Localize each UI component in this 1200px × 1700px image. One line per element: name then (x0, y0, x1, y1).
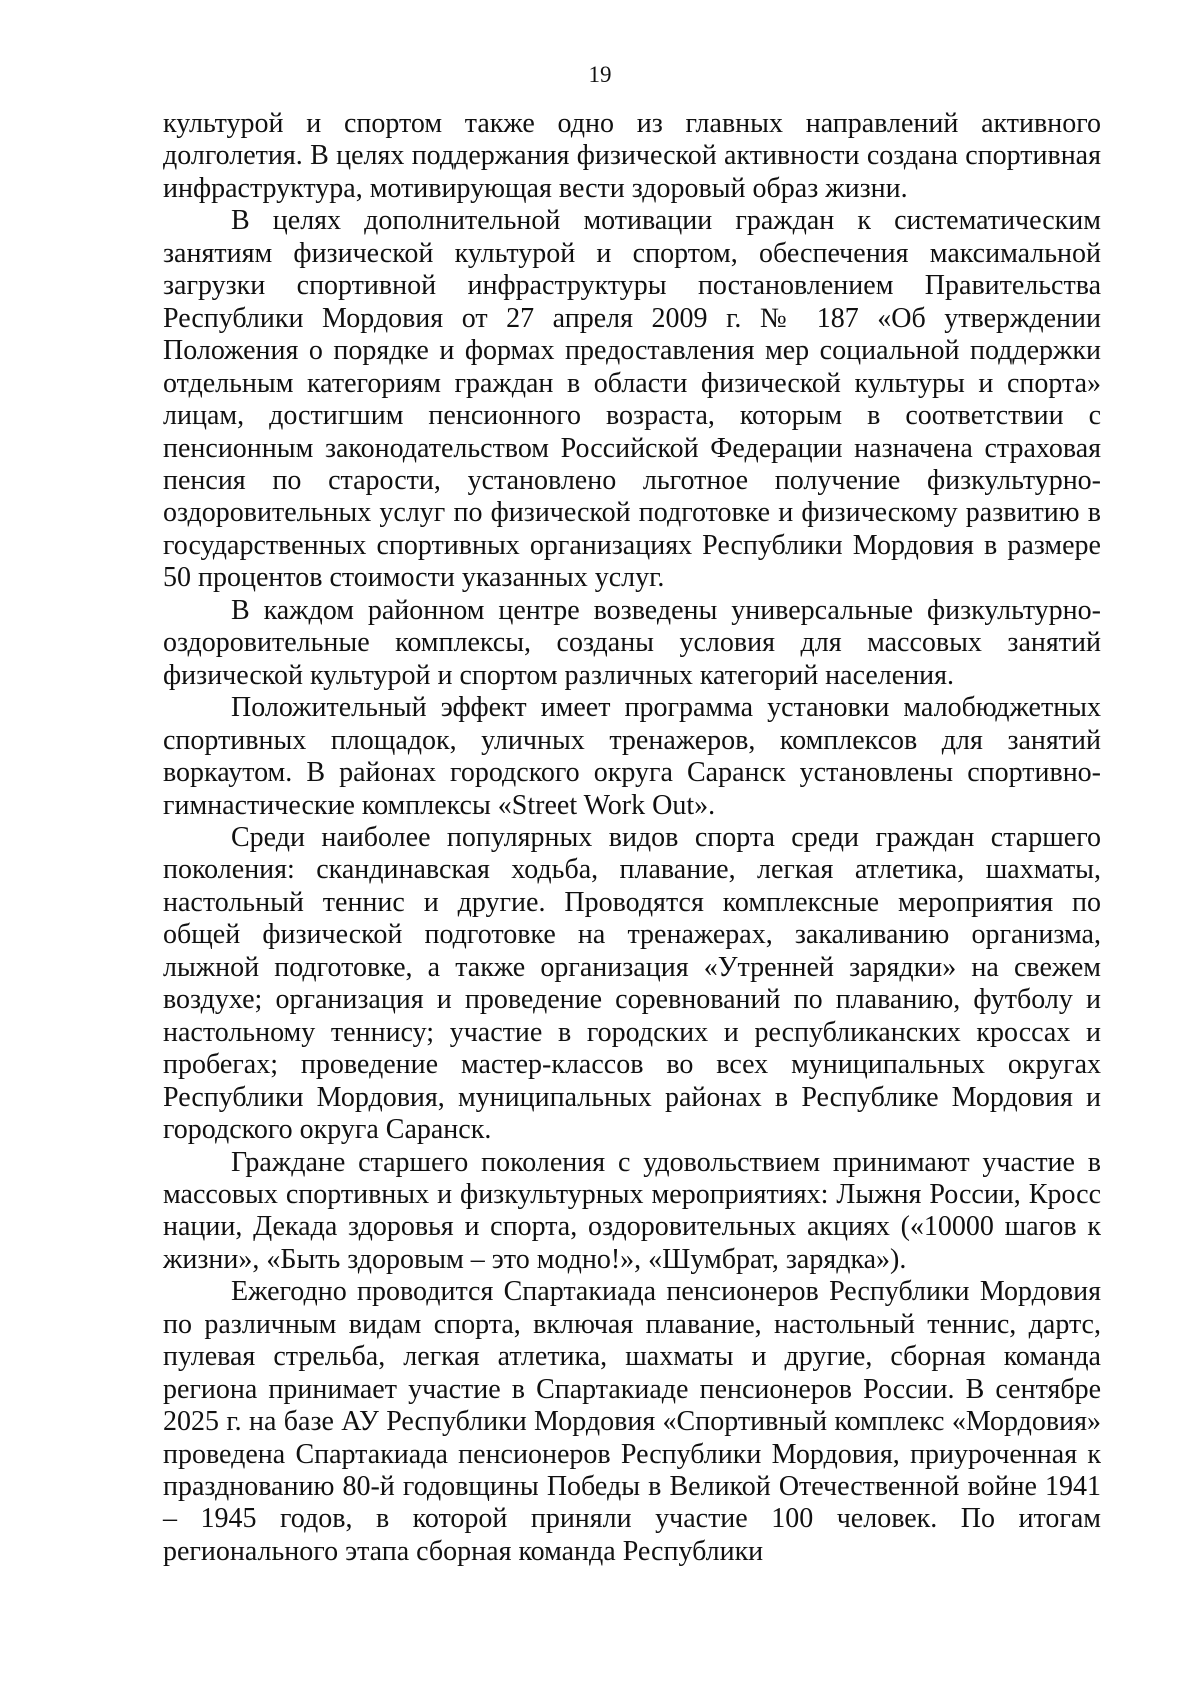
paragraph-continuation: культурой и спортом также одно из главных направлений активного долголетия. В целях поддержания физической активности создана спортивная инфраструктура, мотивирующая вести здоровый образ жизни. (163, 108, 1101, 204)
paragraph-district-complexes: В каждом районном центре возведены универсальные физкультурно-оздоровительные комплексы, созданы условия для массовых занятий физической культурой и спортом различных категорий населения. (163, 594, 1101, 691)
paragraph-mass-events: Граждане старшего поколения с удовольствием принимают участие в массовых спортивных и физкультурных мероприятиях: Лыжня России, Кросс нации, Декада здоровья и спорта, оздоровительных акциях («10000 шагов к жизни», «Быть здоровым – это модно!», «Шумбрат, зарядка»). (163, 1146, 1101, 1275)
page-number: 19 (588, 62, 612, 87)
document-body (163, 108, 1101, 1568)
paragraph-outdoor-equipment: Положительный эффект имеет программа установки малобюджетных спортивных площадок, уличных тренажеров, комплексов для занятий воркаутом. В районах городского округа Саранск установлены спортивно-гимнастические комплексы «Street Work Out». (163, 692, 1101, 821)
paragraph-motivation-measures: В целях дополнительной мотивации граждан к систематическим занятиям физической культурой и спортом, обеспечения максимальной загрузки спортивной инфраструктуры постановлением Правительства Республики Мордовия от 27 апреля 2009 г. № 187 «Об утверждении Положения о порядке и формах предоставления мер социальной поддержки отдельным категориям граждан в области физической культуры и спорта» лицам, достигшим пенсионного возраста, которым в соответствии с пенсионным законодательством Российской Федерации назначена страховая пенсия по старости, установлено льготное получение физкультурно-оздоровительных услуг по физической подготовке и физическому развитию в государственных спортивных организациях Республики Мордовия в размере 50 процентов стоимости указанных услуг. (163, 205, 1101, 594)
paragraph-popular-sports: Среди наиболее популярных видов спорта среди граждан старшего поколения: скандинавская ходьба, плавание, легкая атлетика, шахматы, настольный теннис и другие. Проводятся комплексные мероприятия по общей физической подготовке на тренажерах, закаливанию организма, лыжной подготовке, а также организация «Утренней зарядки» на свежем воздухе; организация и проведение соревнований по плаванию, футболу и настольному теннису; участие в городских и республиканских кроссах и пробегах; проведение мастер-классов во всех муниципальных округах Республики Мордовия, муниципальных районах в Республике Мордовия и городского округа Саранск. (163, 821, 1101, 1146)
paragraph-spartakiad: Ежегодно проводится Спартакиада пенсионеров Республики Мордовия по различным видам спорта, включая плавание, настольный теннис, дартс, пулевая стрельба, легкая атлетика, шахматы и другие, сборная команда региона принимает участие в Спартакиаде пенсионеров России. В сентябре 2025 г. на базе АУ Республики Мордовия «Спортивный комплекс «Мордовия» проведена Спартакиада пенсионеров Республики Мордовия, приуроченная к празднованию 80-й годовщины Победы в Великой Отечественной войне 1941 – 1945 годов, в которой приняли участие 100 человек. По итогам регионального этапа сборная команда Республики (163, 1276, 1101, 1567)
